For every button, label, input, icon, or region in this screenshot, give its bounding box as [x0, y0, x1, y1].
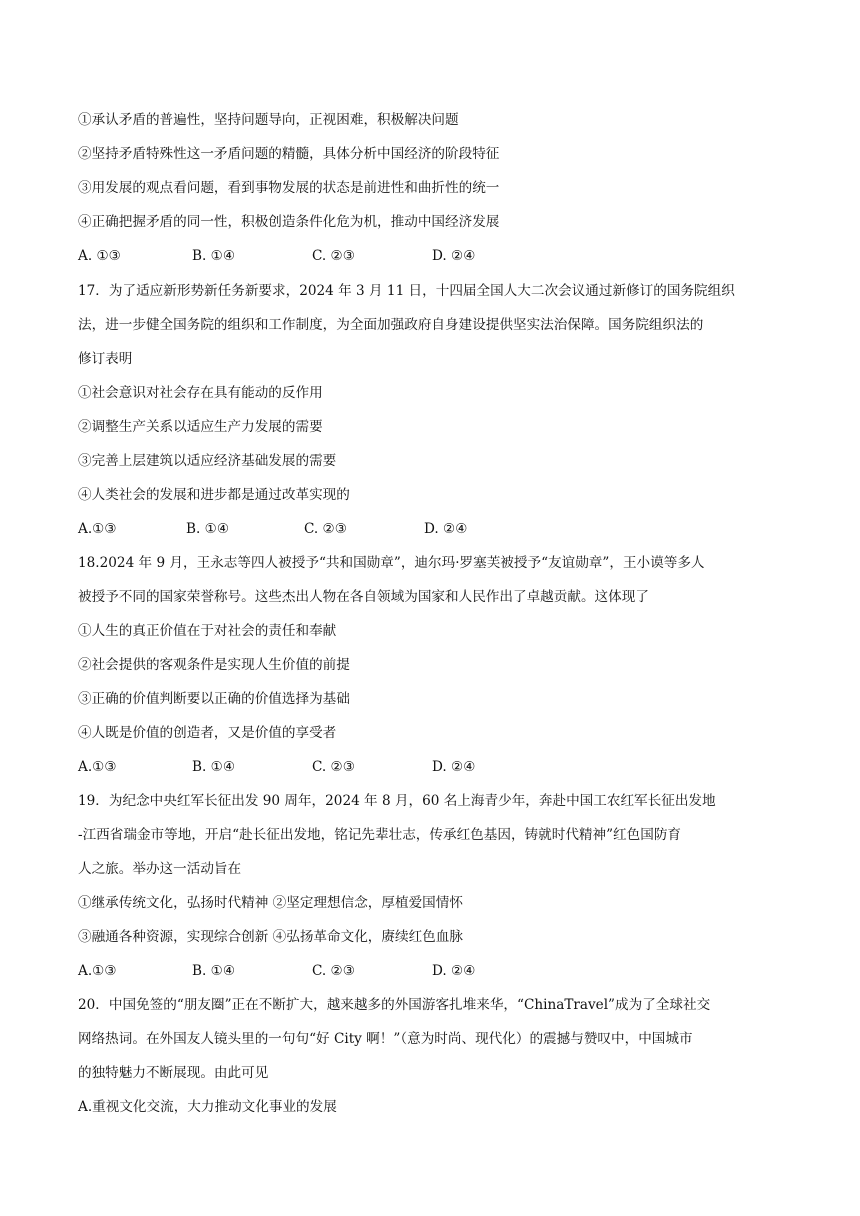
q18-item-2: ②社会提供的客观条件是实现人生价值的前提 — [78, 657, 350, 673]
q19-stem-line-3: 人之旅。举办这一活动旨在 — [78, 861, 242, 877]
q18-option-a: A.①③ — [78, 759, 117, 775]
q16-item-1: ①承认矛盾的普遍性，坚持问题导向，正视困难，积极解决问题 — [78, 112, 459, 128]
q16-item-3: ③用发展的观点看问题，看到事物发展的状态是前进性和曲折性的统一 — [78, 180, 500, 196]
q20-stem-line-3: 的独特魅力不断展现。由此可见 — [78, 1065, 269, 1081]
q18-option-b: B. ①④ — [192, 759, 236, 775]
q16-item-4: ④正确把握矛盾的同一性，积极创造条件化危为机，推动中国经济发展 — [78, 214, 500, 230]
q17-option-d: D. ②④ — [424, 521, 468, 537]
q19-option-b: B. ①④ — [192, 963, 236, 979]
q19-option-c: C. ②③ — [312, 963, 355, 979]
q17-item-1: ①社会意识对社会存在具有能动的反作用 — [78, 385, 323, 401]
q18-stem-line-1: 18.2024 年 9 月，王永志等四人被授予“共和国勋章”，迪尔玛·罗塞芙被授予“友谊勋章”，王小谟等多人 — [78, 555, 705, 571]
q18-option-d: D. ②④ — [432, 759, 476, 775]
q19-stem-line-2: -江西省瑞金市等地，开启“赴长征出发地，铭记先辈壮志，传承红色基因，铸就时代精神”红色国防育 — [78, 827, 682, 843]
q16-option-d: D. ②④ — [432, 248, 476, 264]
q18-item-1: ①人生的真正价值在于对社会的责任和奉献 — [78, 623, 337, 639]
q17-item-4: ④人类社会的发展和进步都是通过改革实现的 — [78, 487, 350, 503]
q20-stem-line-1: 20．中国免签的“朋友圈”正在不断扩大，越来越多的外国游客扎堆来华，“ChinaTravel”成为了全球社交 — [78, 997, 711, 1013]
q20-option-a: A.重视文化交流，大力推动文化事业的发展 — [78, 1099, 337, 1115]
q19-option-a: A.①③ — [78, 963, 117, 979]
q18-option-c: C. ②③ — [312, 759, 355, 775]
q17-stem-line-1: 17．为了适应新形势新任务新要求，2024 年 3 月 11 日，十四届全国人大二次会议通过新修订的国务院组织 — [78, 283, 735, 299]
q18-item-3: ③正确的价值判断要以正确的价值选择为基础 — [78, 691, 350, 707]
q16-item-2: ②坚持矛盾特殊性这一矛盾问题的精髓，具体分析中国经济的阶段特征 — [78, 146, 500, 162]
q19-option-d: D. ②④ — [432, 963, 476, 979]
q19-item-line-1: ①继承传统文化，弘扬时代精神 ②坚定理想信念，厚植爱国情怀 — [78, 895, 463, 911]
q18-stem-line-2: 被授予不同的国家荣誉称号。这些杰出人物在各自领域为国家和人民作出了卓越贡献。这体现了 — [78, 589, 649, 605]
q17-stem-line-3: 修订表明 — [78, 351, 133, 367]
q19-item-line-2: ③融通各种资源，实现综合创新 ④弘扬革命文化，赓续红色血脉 — [78, 929, 463, 945]
q16-option-a: A. ①③ — [78, 248, 121, 264]
q16-option-b: B. ①④ — [192, 248, 236, 264]
q19-stem-line-1: 19．为纪念中央红军长征出发 90 周年，2024 年 8 月，60 名上海青少年，奔赴中国工农红军长征出发地 — [78, 793, 716, 809]
q20-stem-line-2: 网络热词。在外国友人镜头里的一句句“好 City 啊！”（意为时尚、现代化）的震撼与赞叹中，中国城市 — [78, 1031, 693, 1047]
q18-item-4: ④人既是价值的创造者，又是价值的享受者 — [78, 725, 337, 741]
q17-stem-line-2: 法，进一步健全国务院的组织和工作制度，为全面加强政府自身建设提供坚实法治保障。国务院组织法的 — [78, 317, 704, 333]
q17-option-a: A.①③ — [78, 521, 117, 537]
q17-item-2: ②调整生产关系以适应生产力发展的需要 — [78, 419, 323, 435]
q17-option-b: B. ①④ — [186, 521, 230, 537]
q17-item-3: ③完善上层建筑以适应经济基础发展的需要 — [78, 453, 337, 469]
q17-option-c: C. ②③ — [304, 521, 347, 537]
q16-option-c: C. ②③ — [312, 248, 355, 264]
